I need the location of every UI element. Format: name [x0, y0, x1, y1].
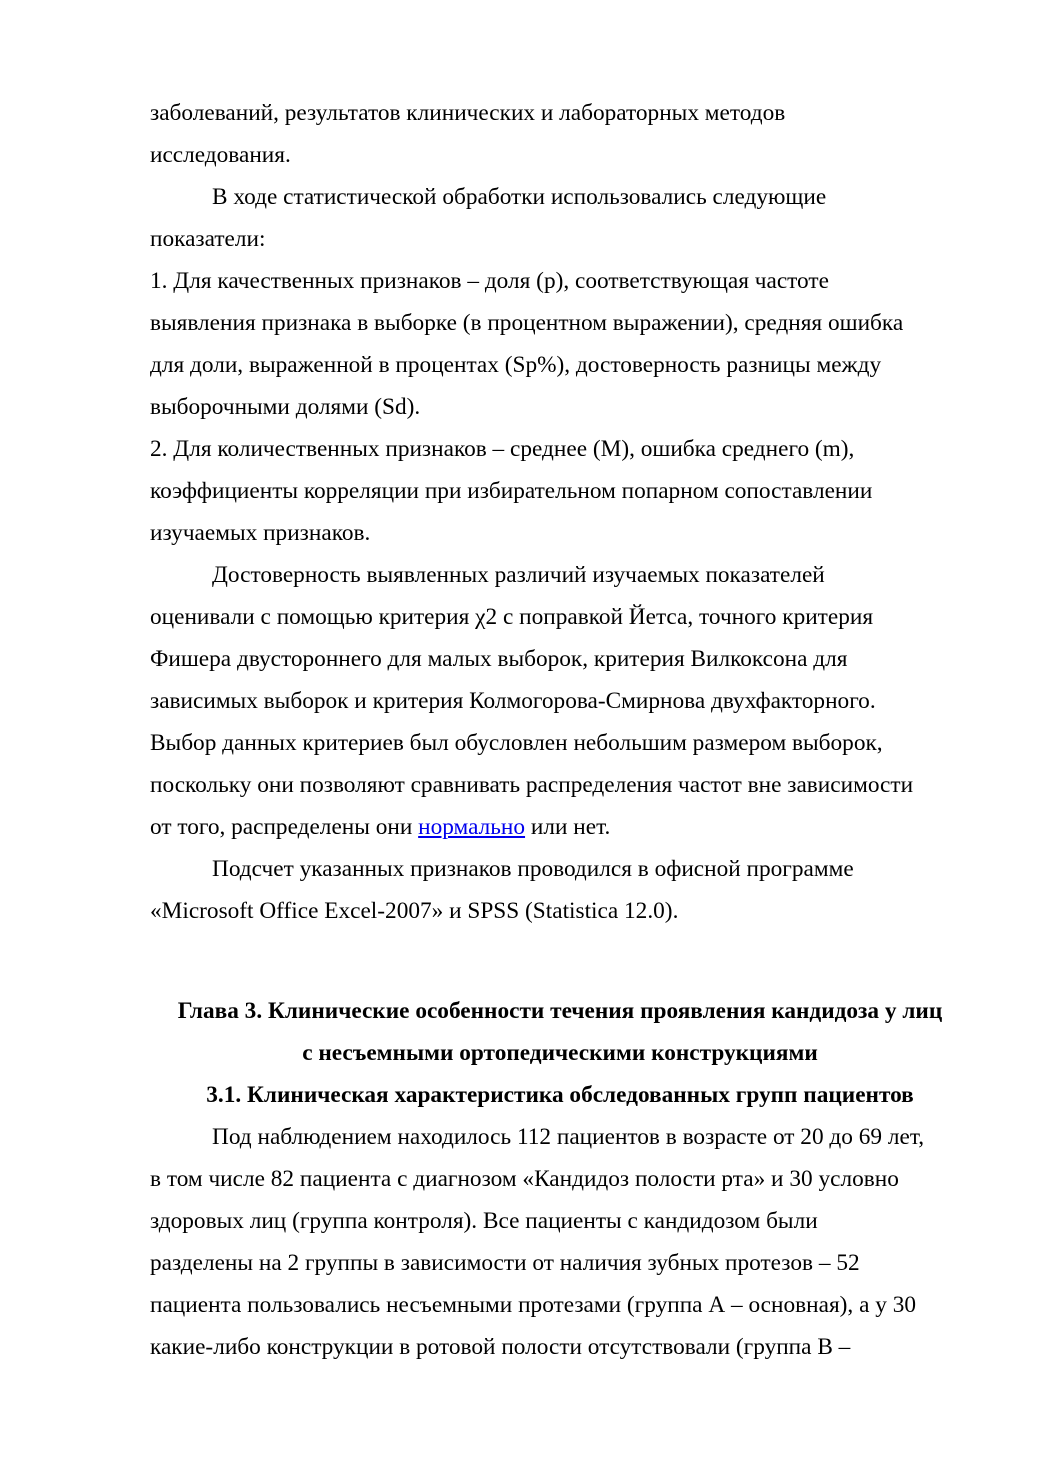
heading-line: Глава 3. Клинические особенности течения проявления кандидоза у лиц — [177, 998, 943, 1024]
text-span: от того, распределены они — [150, 814, 419, 840]
text-line — [150, 806, 970, 848]
chapter-heading — [150, 990, 970, 1074]
text-line: В ходе статистической обработки использовались следующие — [212, 184, 827, 210]
text-line: Фишера двустороннего для малых выборок, критерия Вилкоксона для — [150, 646, 848, 672]
text-line: разделены на 2 группы в зависимости от наличия зубных протезов – 52 — [150, 1250, 860, 1276]
paragraph-5 — [150, 1116, 970, 1368]
paragraph-1 — [150, 92, 970, 176]
text-line: зависимых выборок и критерия Колмогорова-Смирнова двухфакторного. — [150, 688, 876, 714]
list-item-2 — [150, 428, 970, 554]
text-line: выявления признака в выборке (в процентном выражении), средняя ошибка — [150, 310, 904, 336]
section-heading: 3.1. Клиническая характеристика обследованных групп пациентов — [206, 1082, 914, 1108]
text-line: для доли, выраженной в процентах (Sp%), достоверность разницы между — [150, 352, 882, 378]
text-line: Подсчет указанных признаков проводился в офисной программе — [212, 856, 854, 882]
text-line: «Microsoft Office Excel-2007» и SPSS (Statistica 12.0). — [150, 898, 679, 924]
text-line: показатели: — [150, 226, 266, 252]
list-item-1 — [150, 260, 970, 428]
text-line: оценивали с помощью критерия χ2 с поправкой Йетса, точного критерия — [150, 604, 874, 630]
text-line: Под наблюдением находилось 112 пациентов в возрасте от 20 до 69 лет, — [212, 1124, 925, 1150]
paragraph-3 — [150, 554, 970, 848]
text-span: или нет. — [525, 814, 611, 840]
paragraph-2 — [150, 176, 970, 260]
text-line: изучаемых признаков. — [150, 520, 371, 546]
text-line: Выбор данных критериев был обусловлен небольшим размером выборок, — [150, 730, 883, 756]
paragraph-4 — [150, 848, 970, 932]
text-line: исследования. — [150, 142, 291, 168]
text-line: Достоверность выявленных различий изучаемых показателей — [212, 562, 825, 588]
text-line: поскольку они позволяют сравнивать распределения частот вне зависимости — [150, 772, 914, 798]
normal-distribution-link[interactable]: нормально — [418, 814, 526, 840]
text-line: 2. Для количественных признаков – среднее (М), ошибка среднего (m), — [150, 436, 855, 462]
text-line: пациента пользовались несъемными протезами (группа А – основная), а у 30 — [150, 1292, 916, 1318]
text-line: коэффициенты корреляции при избирательном попарном сопоставлении — [150, 478, 873, 504]
spacer — [150, 932, 970, 990]
text-line: 1. Для качественных признаков – доля (р), соответствующая частоте — [150, 268, 829, 294]
document-page — [150, 92, 970, 1368]
text-line: здоровых лиц (группа контроля). Все пациенты с кандидозом были — [150, 1208, 818, 1234]
text-line: какие-либо конструкции в ротовой полости отсутствовали (группа В – — [150, 1334, 851, 1360]
text-line: в том числе 82 пациента с диагнозом «Кандидоз полости рта» и 30 условно — [150, 1166, 899, 1192]
heading-line: с несъемными ортопедическими конструкциями — [302, 1040, 818, 1066]
text-line: выборочными долями (Sd). — [150, 394, 421, 420]
text-line: заболеваний, результатов клинических и лабораторных методов — [150, 100, 786, 126]
